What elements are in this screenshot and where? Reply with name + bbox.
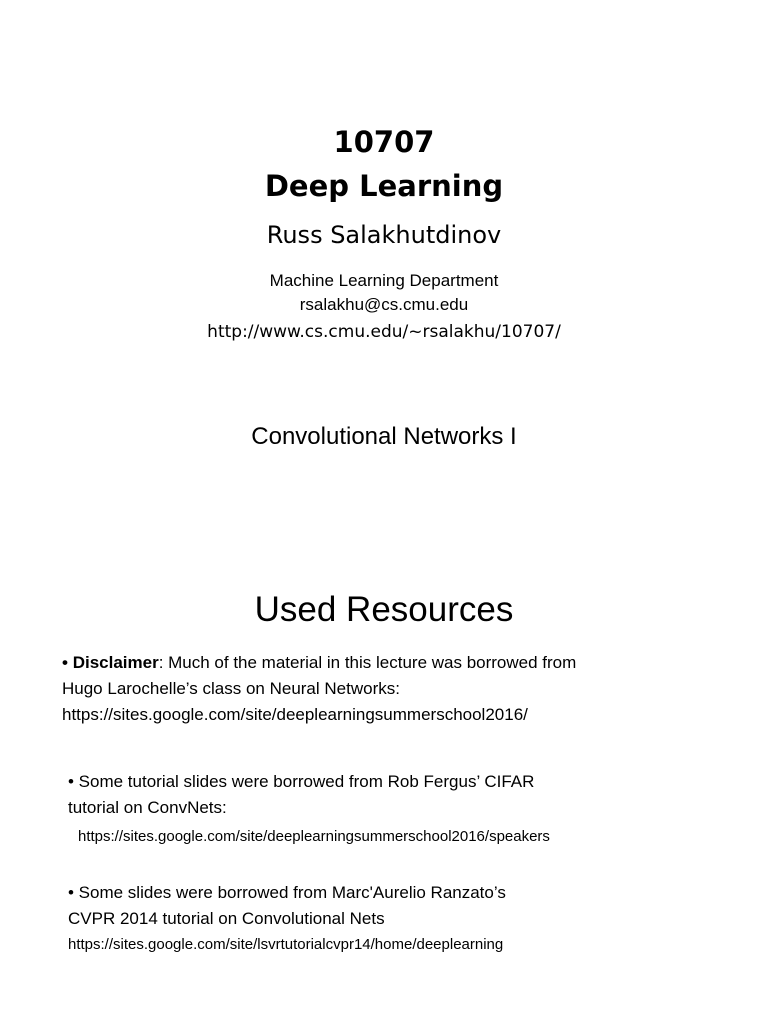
resource-item-line-1: • Some slides were borrowed from Marc'Aurelio Ranzato’s	[68, 883, 506, 902]
resource-url-fergus: https://sites.google.com/site/deeplearningsummerschool2016/speakers	[78, 828, 550, 845]
disclaimer-text: : Much of the material in this lecture was borrowed from	[158, 653, 577, 672]
email-address: rsalakhu@cs.cmu.edu	[299, 295, 469, 314]
course-url: http://www.cs.cmu.edu/~rsalakhu/10707/	[207, 322, 561, 342]
resource-item-line-2: CVPR 2014 tutorial on Convolutional Nets	[68, 909, 385, 928]
disclaimer-url: https://sites.google.com/site/deeplearningsummerschool2016/	[62, 705, 528, 724]
disclaimer-paragraph	[62, 650, 576, 728]
lecture-title: Convolutional Networks I	[251, 423, 517, 450]
resource-item-fergus	[68, 769, 534, 821]
disclaimer-line-2: Hugo Larochelle’s class on Neural Networks:	[62, 679, 400, 698]
bullet: •	[62, 653, 68, 672]
course-number: 10707	[333, 125, 435, 159]
course-title: Deep Learning	[264, 169, 504, 203]
resource-item-line-1: • Some tutorial slides were borrowed from Rob Fergus’ CIFAR	[68, 772, 535, 791]
slide-heading: Used Resources	[254, 590, 514, 629]
disclaimer-label: Disclaimer	[72, 653, 159, 672]
disclaimer-line-1	[62, 650, 576, 676]
resource-item-line-2: tutorial on ConvNets:	[68, 798, 227, 817]
resource-url-ranzato: https://sites.google.com/site/lsvrtutorialcvpr14/home/deeplearning	[68, 936, 504, 953]
department: Machine Learning Department	[269, 271, 499, 290]
instructor-name: Russ Salakhutdinov	[266, 221, 502, 249]
resource-item-ranzato	[68, 880, 506, 958]
